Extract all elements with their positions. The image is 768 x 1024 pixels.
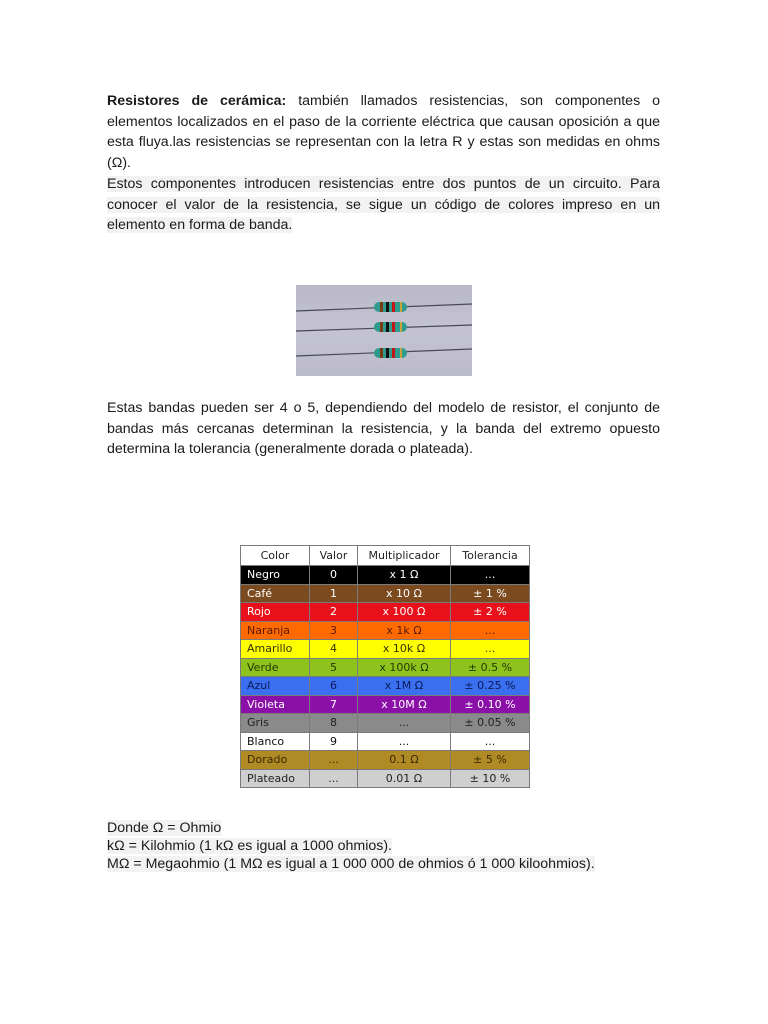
- cell-valor: 0: [310, 566, 358, 585]
- legend-megaohmio: MΩ = Megaohmio (1 MΩ es igual a 1 000 000 de ohmios ó 1 000 kiloohmios).: [107, 855, 595, 872]
- cell-color: Amarillo: [241, 640, 310, 659]
- cell-multiplicador: ...: [358, 714, 451, 733]
- table-row: [241, 677, 530, 696]
- table-row: [241, 640, 530, 659]
- cell-color: Blanco: [241, 732, 310, 751]
- table-row: [241, 603, 530, 622]
- cell-color: Rojo: [241, 603, 310, 622]
- cell-valor: 1: [310, 584, 358, 603]
- cell-multiplicador: x 10 Ω: [358, 584, 451, 603]
- cell-color: Violeta: [241, 695, 310, 714]
- resistors-photo: [296, 285, 472, 376]
- legend-kilohmio: kΩ = Kilohmio (1 kΩ es igual a 1000 ohmios).: [107, 837, 392, 854]
- table-row: [241, 566, 530, 585]
- cell-multiplicador: 0.1 Ω: [358, 751, 451, 770]
- table-row: [241, 714, 530, 733]
- units-legend: [107, 820, 667, 873]
- cell-multiplicador: x 1M Ω: [358, 677, 451, 696]
- legend-ohmio: Donde Ω = Ohmio: [107, 820, 222, 836]
- cell-multiplicador: x 1 Ω: [358, 566, 451, 585]
- cell-color: Azul: [241, 677, 310, 696]
- cell-tolerancia: ± 5 %: [451, 751, 530, 770]
- cell-valor: 2: [310, 603, 358, 622]
- cell-color: Café: [241, 584, 310, 603]
- color-code-text: Estos componentes introducen resistencias entre dos puntos de un circuito. Para conocer el valor de la resistencia, se sigue un código de colores impreso en un elemento en forma de banda.: [107, 176, 660, 234]
- intro-bold-lead: Resistores de cerámica:: [107, 93, 287, 109]
- table-row: [241, 621, 530, 640]
- cell-valor: 8: [310, 714, 358, 733]
- cell-valor: 7: [310, 695, 358, 714]
- table-row: [241, 751, 530, 770]
- cell-valor: 5: [310, 658, 358, 677]
- table-row: [241, 732, 530, 751]
- intro-text: también llamados resistencias, son componentes o elementos localizados en el paso de la corriente eléctrica que causan oposición a que esta fluya.las resistencias se representan con la letra R y estas son medidas en ohms (Ω).: [107, 93, 660, 171]
- cell-multiplicador: ...: [358, 732, 451, 751]
- resistors-illustration: [296, 285, 472, 376]
- cell-multiplicador: x 1k Ω: [358, 621, 451, 640]
- table-row: [241, 769, 530, 788]
- cell-color: Dorado: [241, 751, 310, 770]
- resistor-1: [374, 302, 407, 312]
- cell-multiplicador: x 100k Ω: [358, 658, 451, 677]
- color-code-table-container: [240, 545, 529, 788]
- cell-tolerancia: ± 0.10 %: [451, 695, 530, 714]
- cell-color: Negro: [241, 566, 310, 585]
- cell-valor: 6: [310, 677, 358, 696]
- header-tolerancia: Tolerancia: [451, 546, 530, 566]
- cell-tolerancia: ± 0.05 %: [451, 714, 530, 733]
- cell-tolerancia: ± 10 %: [451, 769, 530, 788]
- header-color: Color: [241, 546, 310, 566]
- cell-color: Verde: [241, 658, 310, 677]
- cell-valor: 9: [310, 732, 358, 751]
- cell-multiplicador: x 100 Ω: [358, 603, 451, 622]
- cell-tolerancia: ...: [451, 621, 530, 640]
- intro-paragraph: [107, 91, 660, 173]
- cell-tolerancia: ...: [451, 640, 530, 659]
- resistor-3: [374, 348, 407, 358]
- cell-color: Plateado: [241, 769, 310, 788]
- table-row: [241, 658, 530, 677]
- table-header-row: [241, 546, 530, 566]
- color-code-paragraph: [107, 174, 660, 236]
- cell-tolerancia: ± 2 %: [451, 603, 530, 622]
- cell-multiplicador: x 10k Ω: [358, 640, 451, 659]
- cell-tolerancia: ± 0.25 %: [451, 677, 530, 696]
- color-code-table: [240, 545, 530, 788]
- cell-multiplicador: x 10M Ω: [358, 695, 451, 714]
- cell-valor: ...: [310, 769, 358, 788]
- table-row: [241, 695, 530, 714]
- cell-color: Naranja: [241, 621, 310, 640]
- cell-tolerancia: ...: [451, 732, 530, 751]
- cell-valor: 4: [310, 640, 358, 659]
- cell-multiplicador: 0.01 Ω: [358, 769, 451, 788]
- header-multiplicador: Multiplicador: [358, 546, 451, 566]
- cell-valor: 3: [310, 621, 358, 640]
- bands-paragraph: Estas bandas pueden ser 4 o 5, dependiendo del modelo de resistor, el conjunto de bandas más cercanas determinan la resistencia, y la banda del extremo opuesto determina la tolerancia (generalmente dorada o plateada).: [107, 400, 660, 458]
- cell-color: Gris: [241, 714, 310, 733]
- header-valor: Valor: [310, 546, 358, 566]
- table-row: [241, 584, 530, 603]
- cell-tolerancia: ± 1 %: [451, 584, 530, 603]
- cell-tolerancia: ± 0.5 %: [451, 658, 530, 677]
- cell-tolerancia: ...: [451, 566, 530, 585]
- cell-valor: ...: [310, 751, 358, 770]
- resistor-2: [374, 322, 407, 332]
